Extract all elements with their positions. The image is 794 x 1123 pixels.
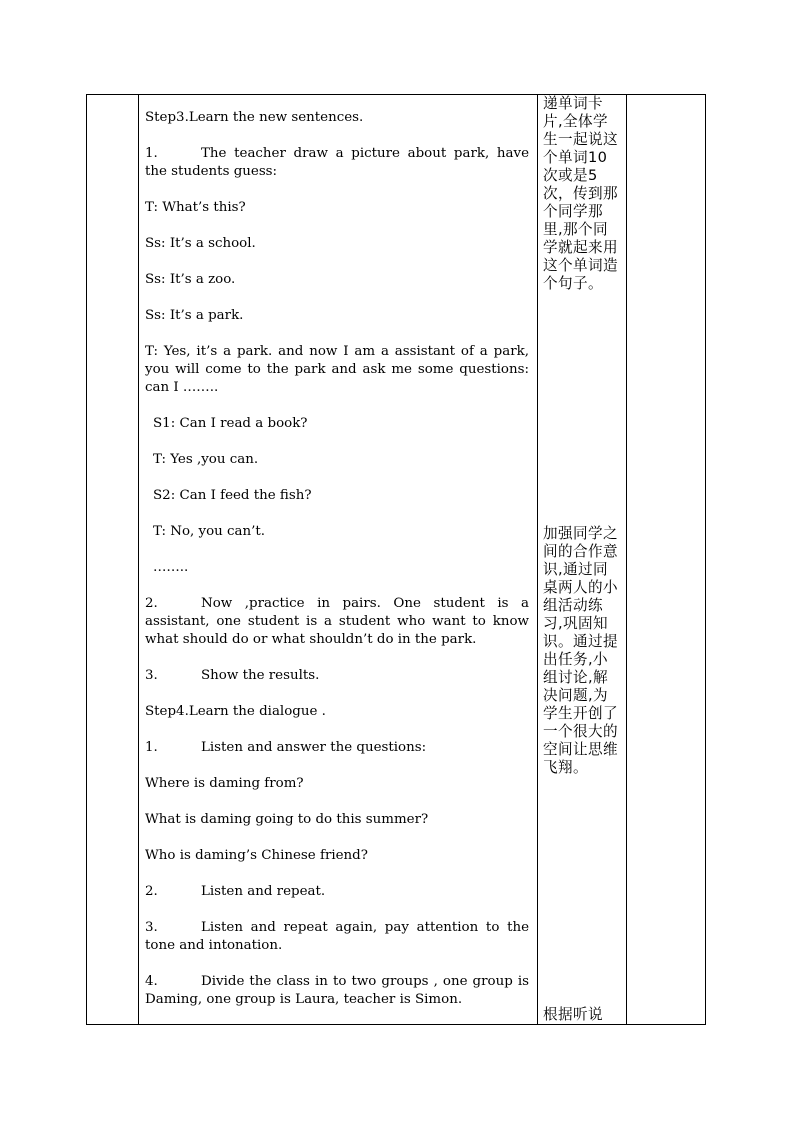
list-item: 2. Now ,practice in pairs. One student is a assistant, one student is a student who want to know what should do or what shouldn’t do in the park. [145,596,529,647]
column-divider [626,95,627,1024]
question-line: What is daming going to do this summer? [145,812,429,827]
teaching-procedure-cell [145,109,529,1027]
dialogue-line: T: No, you can’t. [153,524,266,539]
step4-heading: Step4.Learn the dialogue . [145,704,326,719]
question-line: Where is daming from? [145,776,304,791]
column-divider [537,95,538,1024]
list-item: 1. The teacher draw a picture about park, have the students guess: [145,146,529,179]
dialogue-line: Ss: It’s a zoo. [145,272,236,287]
design-note-1: 递单词卡片,全体学生一起说这个单词10次或是5次，传到那个同学那里,那个同学就起来用这个单词造个句子。 [543,95,618,292]
design-note-2: 加强同学之间的合作意识,通过同桌两人的小组活动练习,巩固知识。通过提出任务,小组讨论,解决问题,为学生开创了一个很大的空间让思维飞翔。 [543,525,618,776]
dialogue-line: Ss: It’s a school. [145,236,256,251]
list-item: 3. Show the results. [145,668,320,683]
dialogue-line: S1: Can I read a book? [153,416,308,431]
ellipsis-line: …….. [153,560,189,575]
dialogue-line: Ss: It’s a park. [145,308,244,323]
step3-heading: Step3.Learn the new sentences. [145,110,364,125]
list-item: 1. Listen and answer the questions: [145,740,427,755]
column-divider [138,95,139,1024]
design-note-3: 根据听说 [543,1006,603,1023]
lesson-plan-table [86,94,706,1025]
question-line: Who is daming’s Chinese friend? [145,848,368,863]
dialogue-line: S2: Can I feed the fish? [153,488,312,503]
dialogue-line: T: Yes, it’s a park. and now I am a assistant of a park, you will come to the park and ask me some questions: can I …….. [145,344,529,395]
list-item: 3. Listen and repeat again, pay attention to the tone and intonation. [145,920,529,953]
list-item: 4. Divide the class in to two groups , one group is Daming, one group is Laura, teacher is Simon. [145,974,529,1007]
dialogue-line: T: What’s this? [145,200,246,215]
list-item: 2. Listen and repeat. [145,884,326,899]
dialogue-line: T: Yes ,you can. [153,452,259,467]
